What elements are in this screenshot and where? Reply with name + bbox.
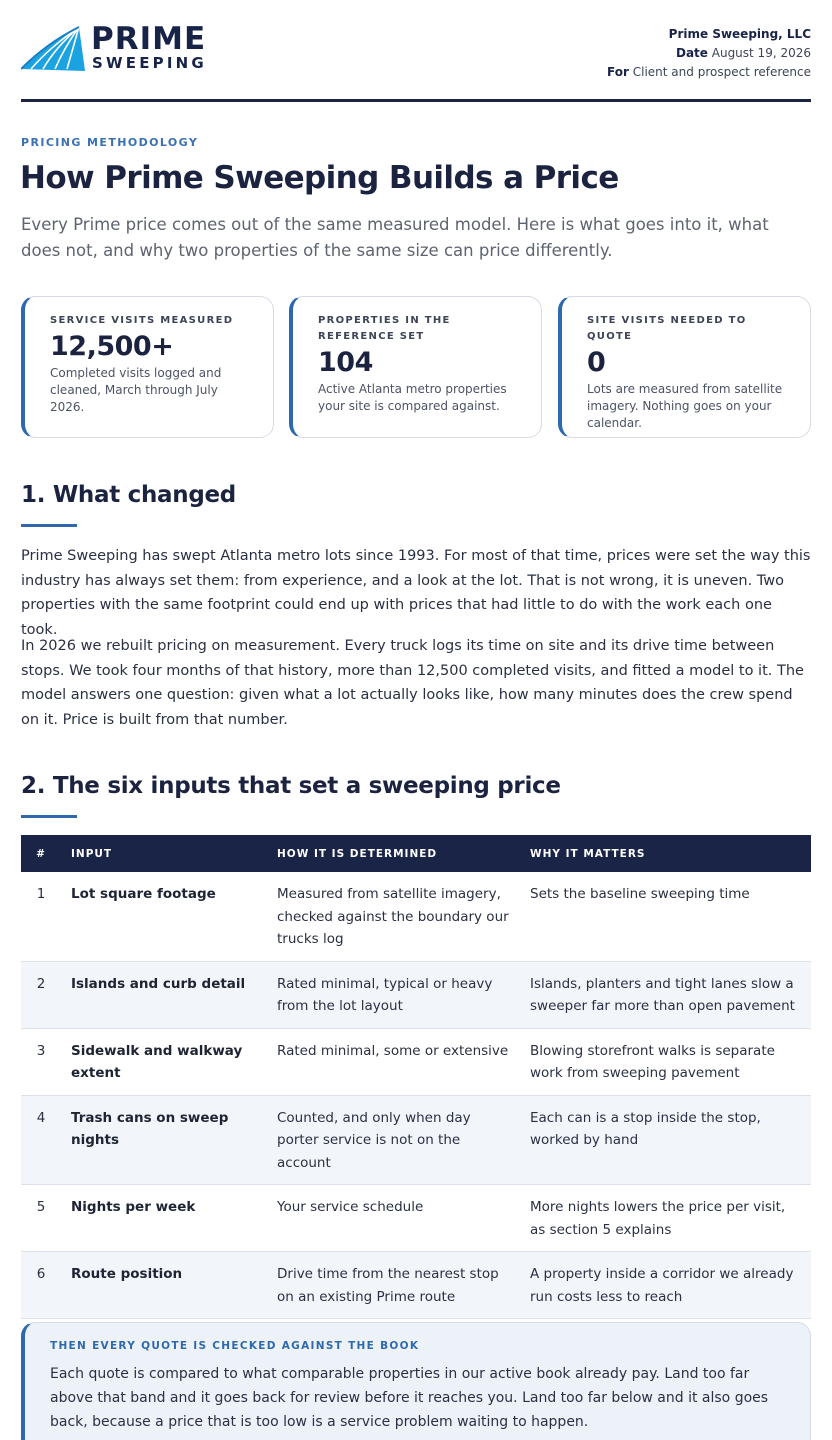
- row-input: Lot square footage: [61, 872, 267, 961]
- logo-wordmark-sweeping: SWEEPING: [92, 54, 207, 72]
- stat-label: SITE VISITS NEEDED TO QUOTE: [587, 315, 747, 342]
- stat-card-site-visits: [558, 296, 811, 438]
- for-label: For: [607, 65, 629, 79]
- stat-note: Lots are measured from satellite imagery. Nothing goes on your calendar.: [587, 382, 783, 430]
- body-paragraph: Prime Sweeping has swept Atlanta metro lots since 1993. For most of that time, prices were set the way this industry has always set them: from experience, and a look at the lot. That is not wrong, it is uneven. Two properties with the same footprint could end up with prices that had little to do with the work each one took.: [21, 548, 811, 638]
- heading-underline: [21, 815, 77, 818]
- table-row: [21, 1095, 811, 1185]
- stat-card-visits: [21, 296, 274, 438]
- table-row: [21, 872, 811, 961]
- quote-check-callout: [21, 1322, 811, 1440]
- section-eyebrow: PRICING METHODOLOGY: [21, 136, 199, 149]
- logo-wordmark-prime: PRIME: [91, 21, 207, 57]
- stat-value: 12,500+: [50, 331, 174, 362]
- row-why: Islands, planters and tight lanes slow a sweeper far more than open pavement: [520, 961, 811, 1028]
- table-row: [21, 1185, 811, 1252]
- table-row: [21, 1028, 811, 1095]
- stat-value: 0: [587, 347, 606, 378]
- for-value: Client and prospect reference: [632, 65, 811, 79]
- stat-label: SERVICE VISITS MEASURED: [50, 315, 234, 326]
- row-number: 4: [21, 1095, 61, 1185]
- document-date: [607, 44, 811, 63]
- row-why: Each can is a stop inside the stop, worked by hand: [520, 1095, 811, 1185]
- callout-title: THEN EVERY QUOTE IS CHECKED AGAINST THE BOOK: [50, 1340, 420, 1352]
- row-how: Measured from satellite imagery, checked against the boundary our trucks log: [267, 872, 520, 961]
- column-header-how: HOW IT IS DETERMINED: [267, 835, 520, 872]
- row-why: More nights lowers the price per visit, as section 5 explains: [520, 1185, 811, 1252]
- row-input: Route position: [61, 1252, 267, 1319]
- row-how: Drive time from the nearest stop on an existing Prime route: [267, 1252, 520, 1319]
- row-number: 5: [21, 1185, 61, 1252]
- row-number: 3: [21, 1028, 61, 1095]
- section-heading-what-changed: 1. What changed: [21, 482, 236, 508]
- section-heading-six-inputs: 2. The six inputs that set a sweeping price: [21, 773, 561, 799]
- row-how: Counted, and only when day porter service is not on the account: [267, 1095, 520, 1185]
- prime-sweeping-logo: [21, 22, 221, 74]
- row-number: 6: [21, 1252, 61, 1319]
- document-meta: [607, 25, 811, 82]
- stat-note: Completed visits logged and cleaned, March through July 2026.: [50, 366, 222, 414]
- row-how: Rated minimal, typical or heavy from the lot layout: [267, 961, 520, 1028]
- row-number: 1: [21, 872, 61, 961]
- document-audience: [607, 63, 811, 82]
- stat-value: 104: [318, 347, 373, 378]
- date-value: August 19, 2026: [711, 46, 811, 60]
- row-number: 2: [21, 961, 61, 1028]
- page-title: How Prime Sweeping Builds a Price: [20, 160, 619, 196]
- column-header-input: INPUT: [61, 835, 267, 872]
- row-why: Sets the baseline sweeping time: [520, 872, 811, 961]
- callout-body: Each quote is compared to what comparable properties in our active book already pay. Land too far above that band and it goes back for review before it reaches you. Land too far below and it also goes back, because a price that is too low is a service problem waiting to happen.: [50, 1366, 769, 1430]
- table-row: [21, 1252, 811, 1319]
- table-header-row: [21, 835, 811, 872]
- body-paragraph: In 2026 we rebuilt pricing on measurement. Every truck logs its time on site and its drive time between stops. We took four months of that history, more than 12,500 completed visits, and fitted a model to it. The model answers one question: given what a lot actually looks like, how many minutes does the crew spend on it. Price is built from that number.: [21, 638, 804, 728]
- page-lede: Every Prime price comes out of the same measured model. Here is what goes into it, what does not, and why two properties of the same size can price differently.: [21, 215, 769, 260]
- header-divider: [21, 99, 811, 102]
- column-header-number: #: [21, 835, 61, 872]
- page-header: [21, 22, 811, 100]
- stat-card-properties: [289, 296, 542, 438]
- table-row: [21, 961, 811, 1028]
- heading-underline: [21, 524, 77, 527]
- row-input: Nights per week: [61, 1185, 267, 1252]
- row-why: Blowing storefront walks is separate work from sweeping pavement: [520, 1028, 811, 1095]
- stat-label: PROPERTIES IN THE REFERENCE SET: [318, 315, 451, 342]
- company-name: Prime Sweeping, LLC: [668, 27, 811, 41]
- stat-note: Active Atlanta metro properties your site is compared against.: [318, 382, 507, 413]
- column-header-why: WHY IT MATTERS: [520, 835, 811, 872]
- row-input: Islands and curb detail: [61, 961, 267, 1028]
- row-input: Trash cans on sweep nights: [61, 1095, 267, 1185]
- sweep-fan-icon: [21, 25, 85, 71]
- stat-cards: [21, 296, 811, 438]
- row-input: Sidewalk and walkway extent: [61, 1028, 267, 1095]
- row-how: Your service schedule: [267, 1185, 520, 1252]
- date-label: Date: [675, 46, 708, 60]
- row-how: Rated minimal, some or extensive: [267, 1028, 520, 1095]
- row-why: A property inside a corridor we already run costs less to reach: [520, 1252, 811, 1319]
- pricing-inputs-table: [21, 835, 811, 1319]
